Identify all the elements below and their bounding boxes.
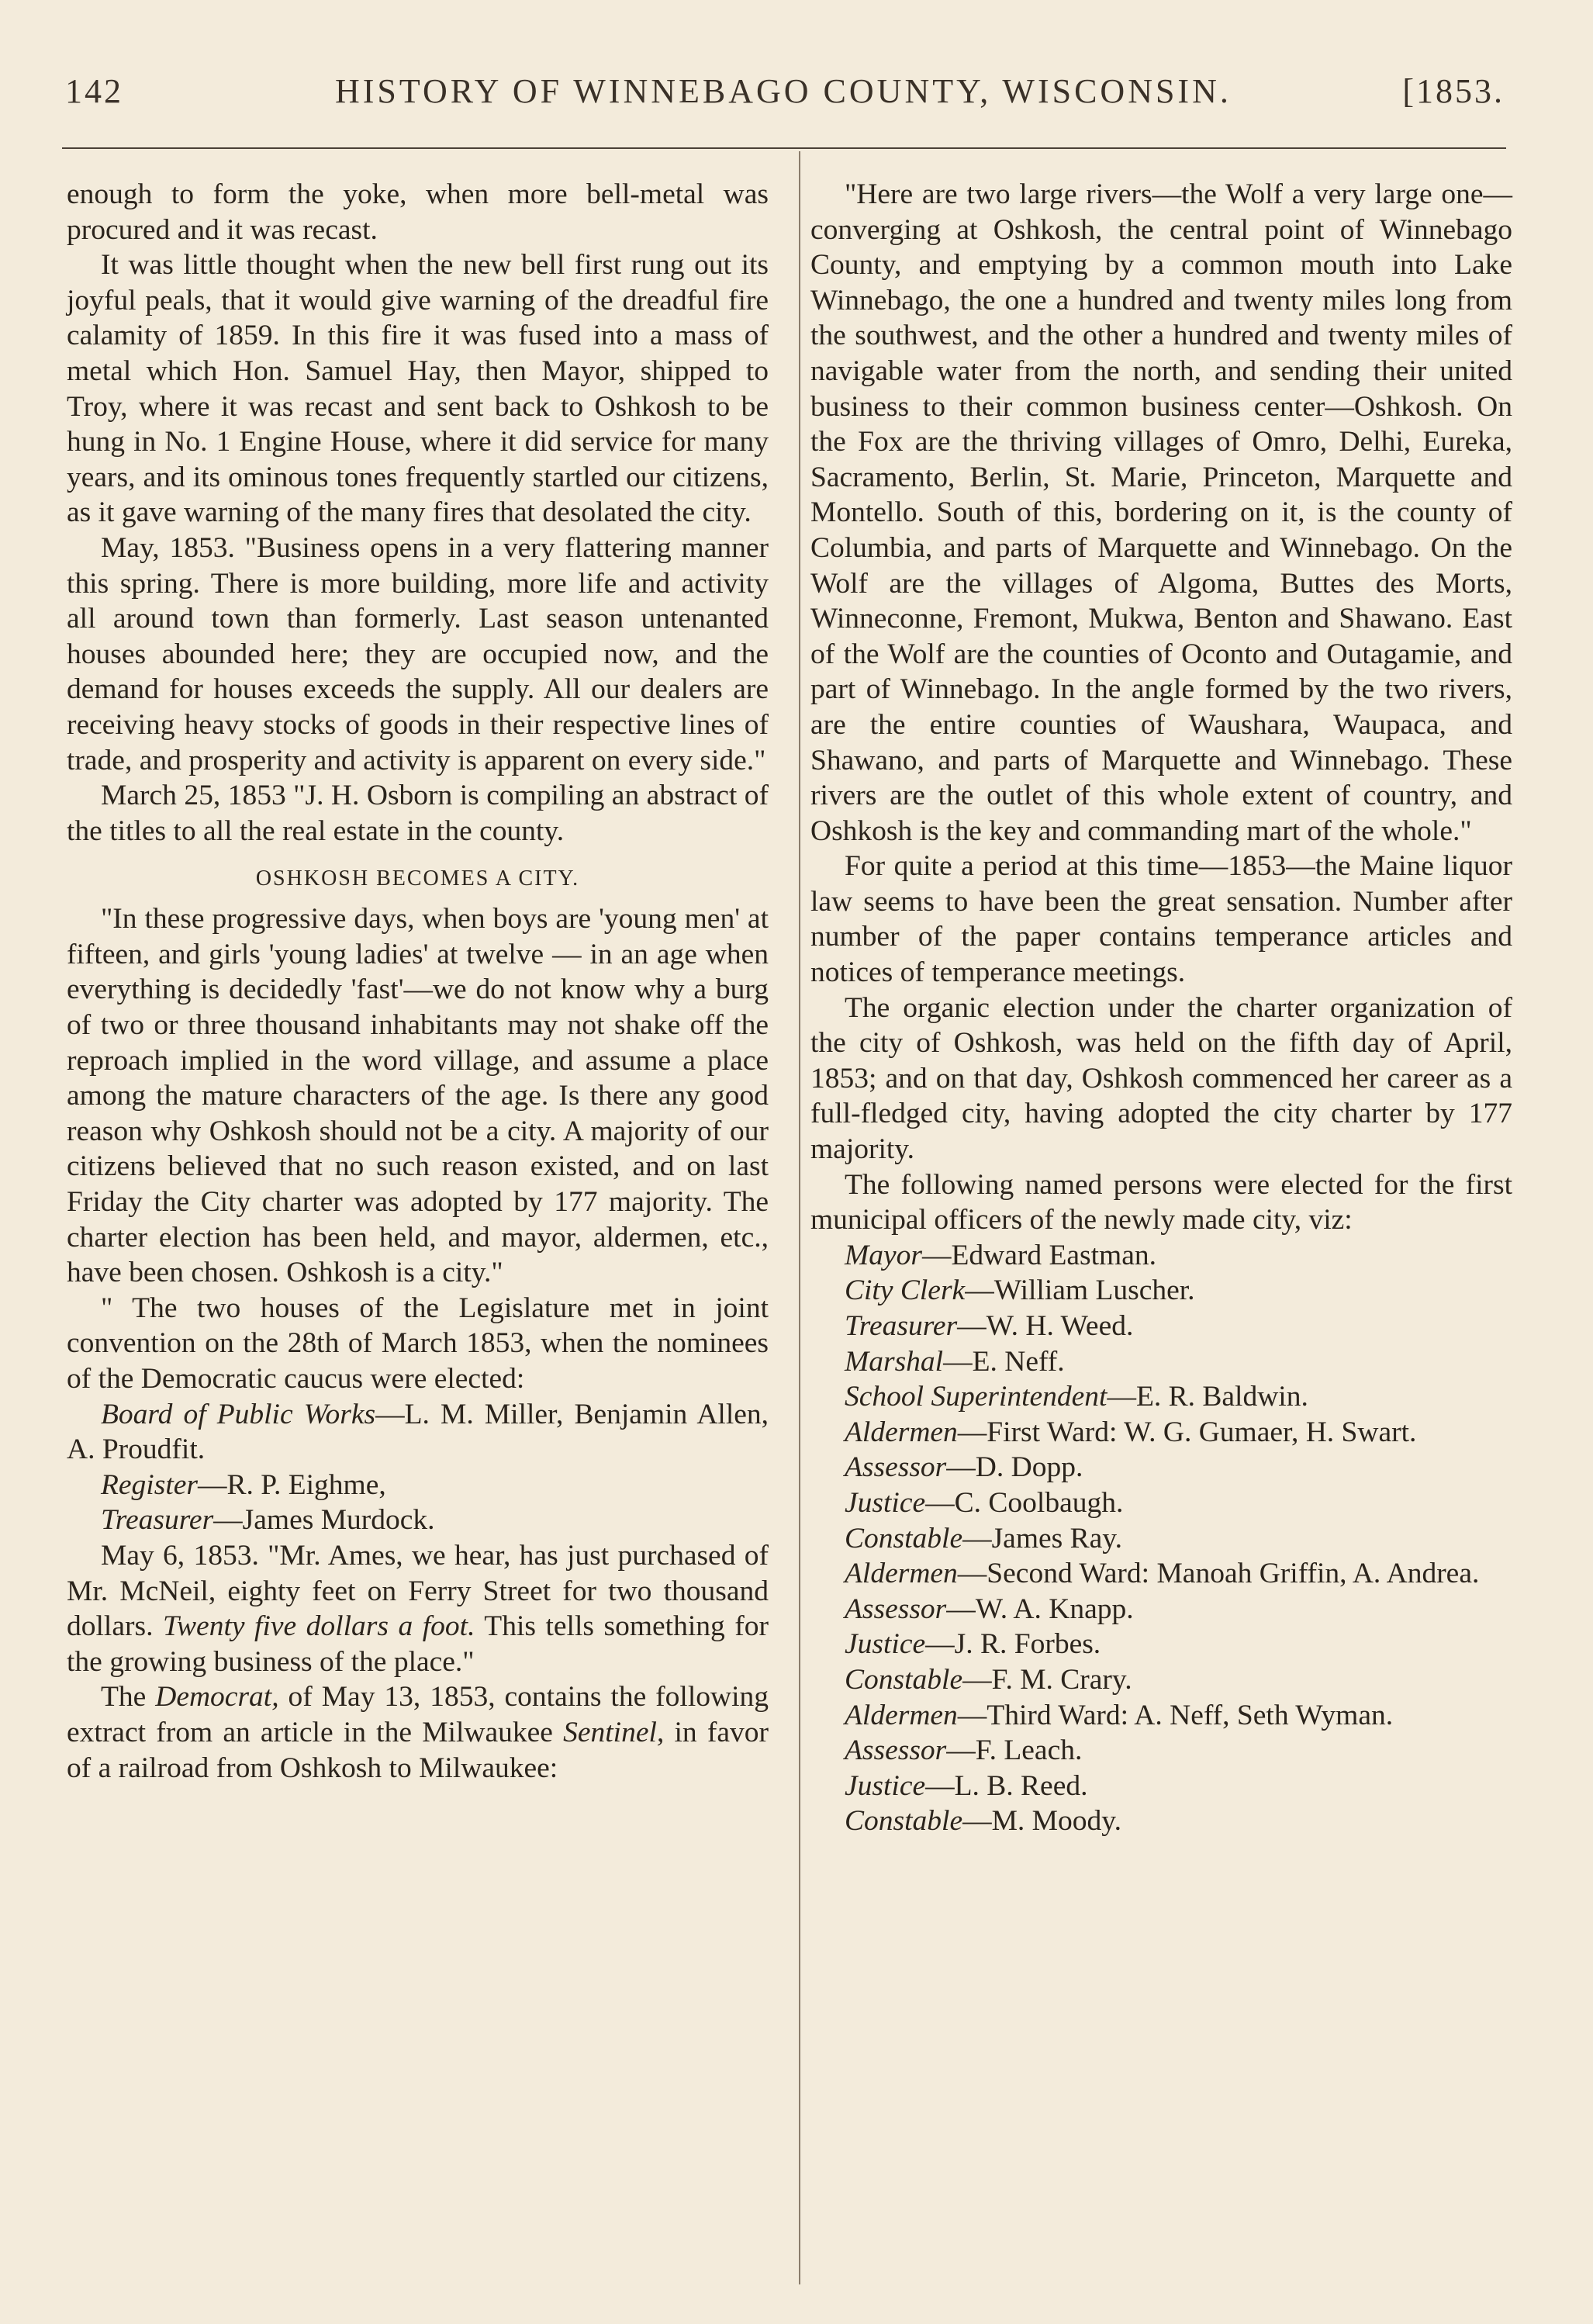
- office-title: Constable: [845, 1522, 963, 1555]
- officer-entry: [67, 1397, 769, 1468]
- section-heading: OSHKOSH BECOMES A CITY.: [255, 866, 580, 891]
- office-title: Treasurer: [845, 1310, 958, 1342]
- text-run: May 6, 1853. "Mr. Ames, we hear, has just purchased of Mr. McNeil, eighty feet on Ferry Street for two thousand dollars.: [67, 1539, 769, 1643]
- office-title: Justice: [845, 1486, 926, 1519]
- officer-names: —W. H. Weed.: [957, 1310, 1134, 1342]
- officer-names: —M. Moody.: [962, 1805, 1121, 1838]
- officer-names: —First Ward: W. G. Gumaer, H. Swart.: [957, 1416, 1417, 1448]
- officer-entry: [810, 1662, 1512, 1698]
- page-number: 142: [65, 72, 123, 110]
- officer-names: —J. R. Forbes.: [925, 1628, 1101, 1661]
- officer-names: —D. Dopp.: [946, 1451, 1083, 1484]
- year-marker: [1853.: [1402, 72, 1505, 110]
- paragraph: " The two houses of the Legislature met in joint convention on the 28th of March 1853, when the nominees of the Democratic caucus were elected:: [67, 1292, 769, 1395]
- officer-names: —E. Neff.: [943, 1345, 1065, 1378]
- officer-entry: [67, 1503, 769, 1538]
- officer-entry: [810, 1556, 1512, 1592]
- office-title: Justice: [845, 1628, 926, 1661]
- newspaper-name: Sentinel,: [563, 1716, 665, 1748]
- officer-names: —James Ray.: [962, 1522, 1122, 1555]
- officer-names: —Second Ward: Manoah Griffin, A. Andrea.: [957, 1558, 1480, 1590]
- office-title: Aldermen: [845, 1416, 958, 1448]
- officer-entry: [810, 1733, 1512, 1769]
- officer-names: —W. A. Knapp.: [946, 1593, 1134, 1625]
- office-title: Assessor: [845, 1593, 947, 1625]
- running-header: [65, 71, 1505, 118]
- officer-names: —F. M. Crary.: [962, 1663, 1132, 1696]
- paragraph: [67, 1538, 769, 1679]
- paragraph: March 25, 1853 "J. H. Osborn is compiling an abstract of the titles to all the real estate in the county.: [67, 780, 769, 847]
- paragraph: The following named persons were elected for the first municipal officers of the newly made city, viz:: [810, 1168, 1512, 1236]
- office-title: Constable: [845, 1805, 963, 1838]
- officer-entry: [810, 1309, 1512, 1344]
- column-divider: [799, 151, 800, 2284]
- office-title: City Clerk: [845, 1274, 966, 1307]
- officer-entry: [810, 1592, 1512, 1627]
- officer-entry: [810, 1415, 1512, 1451]
- header-rule: [62, 147, 1506, 149]
- officer-names: —L. M. Miller, Benjamin Allen, A. Proudfit.: [67, 1398, 769, 1466]
- officer-names: —R. P. Eighme,: [197, 1468, 386, 1501]
- office-title: Mayor: [845, 1239, 922, 1271]
- office-title: Assessor: [845, 1451, 947, 1484]
- office-title: Aldermen: [845, 1558, 958, 1590]
- officer-entry: [810, 1769, 1512, 1804]
- officer-names: —Edward Eastman.: [921, 1239, 1156, 1271]
- text-run: in favor of a railroad from Oshkosh to Milwaukee:: [67, 1716, 769, 1784]
- officer-names: —E. R. Baldwin.: [1107, 1381, 1308, 1413]
- office-title: Treasurer: [101, 1504, 214, 1537]
- office-title: Marshal: [845, 1345, 944, 1378]
- paragraph: [67, 1679, 769, 1786]
- officer-entry: [810, 1344, 1512, 1380]
- office-title: Board of Public Works: [101, 1398, 376, 1430]
- text-run: of May 13, 1853, contains the following extract from an article in the Milwaukee: [67, 1681, 769, 1748]
- paragraph: enough to form the yoke, when more bell-metal was procured and it was recast.: [67, 178, 769, 246]
- officer-entry: [810, 1379, 1512, 1415]
- officer-names: —L. B. Reed.: [925, 1769, 1088, 1802]
- officer-names: —William Luscher.: [965, 1274, 1195, 1307]
- office-title: Aldermen: [845, 1699, 958, 1731]
- newspaper-name: Democrat,: [155, 1681, 279, 1714]
- officer-names: —James Murdock.: [213, 1504, 435, 1537]
- officer-entry: [810, 1485, 1512, 1521]
- officer-entry: [810, 1450, 1512, 1485]
- paragraph: For quite a period at this time—1853—the Maine liquor law seems to have been the great sensation. Number after number of the paper contains temperance articles and notices of temperance meetings.: [810, 850, 1512, 989]
- officer-entry: [67, 1468, 769, 1503]
- right-column: [810, 177, 1512, 1839]
- paragraph: The organic election under the charter organization of the city of Oshkosh, was held on the fifth day of April, 1853; and on that day, Oshkosh commenced her career as a full-fledged city, having adopted the city charter by 177 majority.: [810, 991, 1512, 1166]
- text-run: The: [101, 1681, 156, 1714]
- paragraph: "Here are two large rivers—the Wolf a very large one—converging at Oshkosh, the central point of Winnebago County, and emptying by a common mouth into Lake Winnebago, the one a hundred and twenty miles long from the southwest, and the other a hundred and twenty miles of navigable water from the north, and sending their united business to their common business center—Oshkosh. On the Fox are the thriving villages of Omro, Delhi, Eureka, Sacramento, Berlin, St. Marie, Princeton, Marquette and Montello. South of this, bordering on it, is the county of Columbia, and parts of Marquette and Winnebago. On the Wolf are the villages of Algoma, Buttes des Morts, Winneconne, Fremont, Mukwa, Benton and Shawano. East of the Wolf are the counties of Oconto and Outagamie, and part of Winnebago. In the angle formed by the two rivers, are the entire counties of Waushara, Waupaca, and Shawano, and parts of Marquette and Winnebago. These rivers are the outlet of this whole extent of country, and Oshkosh is the key and commanding mart of the whole.": [810, 178, 1512, 847]
- officer-entry: [810, 1804, 1512, 1839]
- officer-entry: [810, 1521, 1512, 1557]
- left-column: [67, 177, 769, 1786]
- officer-names: —F. Leach.: [946, 1734, 1083, 1767]
- officer-entry: [810, 1273, 1512, 1309]
- officer-entry: [810, 1698, 1512, 1734]
- officer-entry: [810, 1627, 1512, 1662]
- officer-names: —Third Ward: A. Neff, Seth Wyman.: [957, 1699, 1394, 1731]
- italic-text: Twenty five dollars a foot.: [162, 1610, 475, 1643]
- paragraph: It was little thought when the new bell first rung out its joyful peals, that it would give warning of the dreadful fire calamity of 1859. In this fire it was fused into a mass of metal which Hon. Samuel Hay, then Mayor, shipped to Troy, where it was recast and sent back to Oshkosh to be hung in No. 1 Engine House, where it did service for many years, and its ominous tones frequently startled our citizens, as it gave warning of the many fires that desolated the city.: [67, 249, 769, 529]
- office-title: Constable: [845, 1663, 963, 1696]
- office-title: School Superintendent: [845, 1381, 1107, 1413]
- book-title: HISTORY OF WINNEBAGO COUNTY, WISCONSIN.: [335, 72, 1232, 110]
- officer-names: —C. Coolbaugh.: [925, 1486, 1124, 1519]
- office-title: Justice: [845, 1769, 926, 1802]
- text-run: This tells something for the growing business of the place.": [67, 1610, 769, 1678]
- office-title: Assessor: [845, 1734, 947, 1767]
- paragraph: May, 1853. "Business opens in a very flattering manner this spring. There is more building, more life and activity all around town than formerly. Last season untenanted houses abounded here; they are occupied now, and the demand for houses exceeds the supply. All our dealers are receiving heavy stocks of goods in their respective lines of trade, and prosperity and activity is apparent on every side.": [67, 531, 769, 776]
- office-title: Register: [101, 1468, 198, 1501]
- officer-entry: [810, 1238, 1512, 1274]
- paragraph: "In these progressive days, when boys are 'young men' at fifteen, and girls 'young ladies' at twelve — in an age when everything is decidedly 'fast'—we do not know why a burg of two or three thousand inhabitants may not shake off the reproach implied in the word village, and assume a place among the mature characters of the age. Is there any good reason why Oshkosh should not be a city. A majority of our citizens believed that no such reason existed, and on last Friday the City charter was adopted by 177 majority. The charter election has been held, and mayor, aldermen, etc., have been chosen. Oshkosh is a city.": [67, 903, 769, 1289]
